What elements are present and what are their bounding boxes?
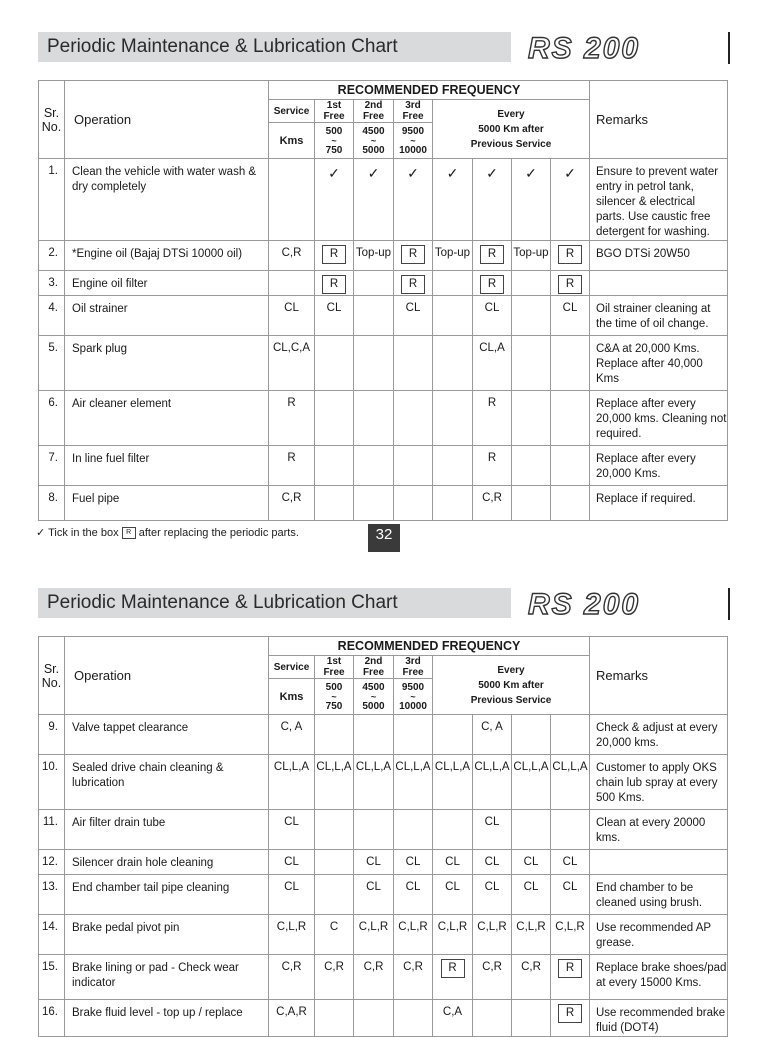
row-frequency-cell: CL <box>394 875 433 915</box>
row-frequency-cell <box>512 715 551 755</box>
table-row <box>39 336 728 391</box>
row-frequency-cell: CL <box>269 810 315 850</box>
header-service: Service <box>269 656 315 679</box>
table-row <box>39 486 728 521</box>
row-frequency-cell: C, A <box>269 715 315 755</box>
row-operation: Sealed drive chain cleaning & lubrication <box>65 755 269 810</box>
header-third-free-range: 9500 ~ 10000 <box>394 123 433 159</box>
header-first-free: 1st Free <box>315 656 354 679</box>
header-service: Service <box>269 100 315 123</box>
row-frequency-cell <box>354 446 394 486</box>
replace-box: R <box>480 275 504 294</box>
row-sr-no: 4. <box>39 296 65 336</box>
row-frequency-cell <box>354 715 394 755</box>
row-frequency-cell <box>433 159 473 241</box>
row-sr-no: 13. <box>39 875 65 915</box>
row-operation: Air cleaner element <box>65 391 269 446</box>
row-frequency-cell <box>433 486 473 521</box>
page-number: 32 <box>368 524 400 552</box>
row-frequency-cell <box>551 810 590 850</box>
tick-icon: ✓ <box>407 165 419 181</box>
row-sr-no: 14. <box>39 915 65 955</box>
row-operation: Spark plug <box>65 336 269 391</box>
row-remarks <box>590 850 728 875</box>
row-frequency-cell <box>512 810 551 850</box>
row-frequency-cell <box>394 715 433 755</box>
row-frequency-cell <box>473 271 512 296</box>
row-frequency-cell <box>354 336 394 391</box>
row-frequency-cell: CL <box>473 810 512 850</box>
row-remarks: Customer to apply OKS chain lub spray at every 500 Kms. <box>590 755 728 810</box>
svg-text:RS 200: RS 200 <box>528 32 641 65</box>
table-row <box>39 391 728 446</box>
row-remarks: Use recommended AP grease. <box>590 915 728 955</box>
row-frequency-cell: CL <box>269 296 315 336</box>
row-frequency-cell <box>551 336 590 391</box>
header-second-free-range: 4500 ~ 5000 <box>354 123 394 159</box>
row-frequency-cell <box>551 271 590 296</box>
row-frequency-cell: C,L,R <box>394 915 433 955</box>
row-frequency-cell <box>315 336 354 391</box>
replace-box: R <box>558 959 582 978</box>
table-row <box>39 810 728 850</box>
row-frequency-cell <box>512 159 551 241</box>
replace-box-icon: R <box>122 527 136 539</box>
row-frequency-cell: CL <box>433 850 473 875</box>
page-title: Periodic Maintenance & Lubrication Chart <box>38 32 511 62</box>
header-sr-no: Sr. No. <box>39 637 65 715</box>
row-operation: Brake lining or pad - Check wear indicator <box>65 955 269 1000</box>
row-frequency-cell <box>315 159 354 241</box>
row-sr-no: 7. <box>39 446 65 486</box>
row-frequency-cell <box>315 241 354 271</box>
row-frequency-cell <box>315 391 354 446</box>
row-frequency-cell: C,R <box>394 955 433 1000</box>
header-operation: Operation <box>65 637 269 715</box>
row-remarks: Ensure to prevent water entry in petrol tank, silencer & electrical parts. Use caustic free detergent for washing. <box>590 159 728 241</box>
replace-box: R <box>558 1004 582 1023</box>
row-frequency-cell <box>512 271 551 296</box>
row-frequency-cell: CL,L,A <box>394 755 433 810</box>
row-frequency-cell: Top-up <box>433 241 473 271</box>
row-frequency-cell: CL <box>512 850 551 875</box>
tick-icon: ✓ <box>486 165 498 181</box>
row-frequency-cell <box>354 1000 394 1037</box>
row-frequency-cell: CL,L,A <box>269 755 315 810</box>
replace-box: R <box>322 245 346 264</box>
row-frequency-cell: R <box>473 391 512 446</box>
row-remarks: End chamber to be cleaned using brush. <box>590 875 728 915</box>
row-frequency-cell <box>551 715 590 755</box>
row-operation: Oil strainer <box>65 296 269 336</box>
row-frequency-cell: CL,L,A <box>315 755 354 810</box>
table-body <box>39 715 728 1037</box>
row-sr-no: 6. <box>39 391 65 446</box>
row-sr-no: 1. <box>39 159 65 241</box>
row-frequency-cell: CL,L,A <box>473 755 512 810</box>
row-frequency-cell <box>433 810 473 850</box>
header-sr-no: Sr. No. <box>39 81 65 159</box>
row-frequency-cell: C,R <box>269 241 315 271</box>
row-frequency-cell <box>433 446 473 486</box>
row-operation: Brake pedal pivot pin <box>65 915 269 955</box>
row-frequency-cell: CL <box>551 850 590 875</box>
row-frequency-cell: R <box>269 391 315 446</box>
row-sr-no: 10. <box>39 755 65 810</box>
row-frequency-cell <box>315 271 354 296</box>
row-frequency-cell: C,R <box>473 486 512 521</box>
row-frequency-cell: CL <box>473 875 512 915</box>
page-title: Periodic Maintenance & Lubrication Chart <box>38 588 511 618</box>
table-row <box>39 955 728 1000</box>
row-frequency-cell: CL <box>354 875 394 915</box>
row-frequency-cell: C,L,R <box>512 915 551 955</box>
row-frequency-cell <box>551 955 590 1000</box>
tick-icon: ✓ <box>367 165 380 181</box>
row-remarks: Check & adjust at every 20,000 kms. <box>590 715 728 755</box>
row-frequency-cell: CL <box>512 875 551 915</box>
header-every: Every 5000 Km after Previous Service <box>433 656 590 715</box>
tick-icon: ✓ <box>446 165 459 181</box>
row-frequency-cell: CL <box>269 850 315 875</box>
row-operation: Silencer drain hole cleaning <box>65 850 269 875</box>
row-frequency-cell: C,L,R <box>433 915 473 955</box>
header-first-free-range: 500 ~ 750 <box>315 679 354 715</box>
header-second-free: 2nd Free <box>354 100 394 123</box>
row-frequency-cell: Top-up <box>354 241 394 271</box>
header-third-free-range: 9500 ~ 10000 <box>394 679 433 715</box>
row-frequency-cell: CL,C,A <box>269 336 315 391</box>
table-row <box>39 446 728 486</box>
row-frequency-cell <box>315 810 354 850</box>
row-frequency-cell: C,A <box>433 1000 473 1037</box>
row-frequency-cell <box>315 715 354 755</box>
row-frequency-cell <box>315 875 354 915</box>
row-remarks: C&A at 20,000 Kms. Replace after 40,000 Kms <box>590 336 728 391</box>
table-row <box>39 159 728 241</box>
row-sr-no: 2. <box>39 241 65 271</box>
row-frequency-cell <box>394 1000 433 1037</box>
row-operation: Engine oil filter <box>65 271 269 296</box>
row-sr-no: 11. <box>39 810 65 850</box>
row-frequency-cell: CL,L,A <box>512 755 551 810</box>
table-row <box>39 850 728 875</box>
rs200-logo-icon <box>520 32 732 66</box>
row-operation: Fuel pipe <box>65 486 269 521</box>
header-third-free: 3rd Free <box>394 656 433 679</box>
row-sr-no: 15. <box>39 955 65 1000</box>
table-row <box>39 241 728 271</box>
row-frequency-cell <box>512 296 551 336</box>
row-frequency-cell <box>354 486 394 521</box>
table-row <box>39 755 728 810</box>
row-frequency-cell <box>433 271 473 296</box>
row-frequency-cell: R <box>473 446 512 486</box>
row-operation: Clean the vehicle with water wash & dry completely <box>65 159 269 241</box>
header-third-free: 3rd Free <box>394 100 433 123</box>
row-frequency-cell: C,R <box>269 955 315 1000</box>
table-row <box>39 1000 728 1037</box>
replace-box: R <box>480 245 504 264</box>
row-frequency-cell <box>315 486 354 521</box>
row-frequency-cell: C,L,R <box>269 915 315 955</box>
row-frequency-cell <box>433 715 473 755</box>
row-frequency-cell <box>269 271 315 296</box>
row-sr-no: 9. <box>39 715 65 755</box>
row-remarks: Replace if required. <box>590 486 728 521</box>
row-frequency-cell <box>394 271 433 296</box>
header-second-free-range: 4500 ~ 5000 <box>354 679 394 715</box>
header-every: Every 5000 Km after Previous Service <box>433 100 590 159</box>
row-frequency-cell <box>512 336 551 391</box>
header-remarks: Remarks <box>590 81 728 159</box>
row-frequency-cell <box>354 271 394 296</box>
row-remarks <box>590 271 728 296</box>
row-frequency-cell: Top-up <box>512 241 551 271</box>
row-frequency-cell <box>315 446 354 486</box>
row-frequency-cell <box>551 1000 590 1037</box>
table-row <box>39 875 728 915</box>
row-frequency-cell <box>512 391 551 446</box>
row-operation: Air filter drain tube <box>65 810 269 850</box>
row-remarks: Oil strainer cleaning at the time of oil change. <box>590 296 728 336</box>
row-frequency-cell <box>394 446 433 486</box>
row-frequency-cell <box>315 850 354 875</box>
row-frequency-cell <box>433 336 473 391</box>
table-row <box>39 715 728 755</box>
row-frequency-cell: C,A,R <box>269 1000 315 1037</box>
row-frequency-cell: CL <box>473 296 512 336</box>
row-frequency-cell <box>551 159 590 241</box>
row-frequency-cell: CL <box>394 296 433 336</box>
table-row <box>39 296 728 336</box>
row-frequency-cell <box>473 241 512 271</box>
footnote: ✓ Tick in the box R after replacing the periodic parts. <box>36 527 299 539</box>
maintenance-table <box>38 636 728 1037</box>
row-frequency-cell: C,L,R <box>354 915 394 955</box>
header-operation: Operation <box>65 81 269 159</box>
header-first-free: 1st Free <box>315 100 354 123</box>
row-remarks: Replace after every 20,000 kms. Cleaning not required. <box>590 391 728 446</box>
row-frequency-cell <box>433 391 473 446</box>
row-frequency-cell: CL <box>551 875 590 915</box>
row-frequency-cell: CL,L,A <box>551 755 590 810</box>
header-recommended-frequency: RECOMMENDED FREQUENCY <box>269 637 590 656</box>
row-sr-no: 3. <box>39 271 65 296</box>
row-frequency-cell: C,R <box>269 486 315 521</box>
header-kms: Kms <box>269 123 315 159</box>
row-frequency-cell <box>394 159 433 241</box>
row-remarks: Use recommended brake fluid (DOT4) <box>590 1000 728 1037</box>
row-operation: *Engine oil (Bajaj DTSi 10000 oil) <box>65 241 269 271</box>
row-frequency-cell: C,R <box>512 955 551 1000</box>
row-frequency-cell <box>394 810 433 850</box>
row-frequency-cell <box>394 391 433 446</box>
row-frequency-cell <box>473 1000 512 1037</box>
row-frequency-cell: C,L,R <box>551 915 590 955</box>
row-frequency-cell <box>551 391 590 446</box>
row-frequency-cell: C, A <box>473 715 512 755</box>
tick-icon: ✓ <box>564 165 576 181</box>
row-frequency-cell <box>551 446 590 486</box>
row-operation: Valve tappet clearance <box>65 715 269 755</box>
replace-box: R <box>322 275 346 294</box>
row-remarks: Replace after every 20,000 Kms. <box>590 446 728 486</box>
row-frequency-cell: C,R <box>473 955 512 1000</box>
replace-box: R <box>401 245 425 264</box>
svg-text:RS 200: RS 200 <box>528 588 641 621</box>
row-frequency-cell <box>315 1000 354 1037</box>
row-frequency-cell: CL <box>315 296 354 336</box>
row-frequency-cell <box>354 810 394 850</box>
table-row <box>39 915 728 955</box>
row-frequency-cell: C,L,R <box>473 915 512 955</box>
row-frequency-cell: C,R <box>354 955 394 1000</box>
row-remarks: Replace brake shoes/pad at every 15000 Kms. <box>590 955 728 1000</box>
row-frequency-cell <box>354 296 394 336</box>
row-sr-no: 12. <box>39 850 65 875</box>
replace-box: R <box>558 245 582 264</box>
row-frequency-cell: CL,L,A <box>354 755 394 810</box>
header-first-free-range: 500 ~ 750 <box>315 123 354 159</box>
header-recommended-frequency: RECOMMENDED FREQUENCY <box>269 81 590 100</box>
header-remarks: Remarks <box>590 637 728 715</box>
row-frequency-cell <box>394 486 433 521</box>
row-remarks: BGO DTSi 20W50 <box>590 241 728 271</box>
row-operation: Brake fluid level - top up / replace <box>65 1000 269 1037</box>
row-frequency-cell <box>551 486 590 521</box>
row-frequency-cell: CL <box>433 875 473 915</box>
row-frequency-cell: CL <box>394 850 433 875</box>
row-sr-no: 5. <box>39 336 65 391</box>
row-frequency-cell <box>512 446 551 486</box>
row-frequency-cell <box>473 159 512 241</box>
row-frequency-cell <box>354 159 394 241</box>
row-frequency-cell <box>394 241 433 271</box>
header-second-free: 2nd Free <box>354 656 394 679</box>
row-sr-no: 16. <box>39 1000 65 1037</box>
row-sr-no: 8. <box>39 486 65 521</box>
table-row <box>39 271 728 296</box>
tick-icon: ✓ <box>328 165 340 181</box>
row-frequency-cell <box>551 241 590 271</box>
row-frequency-cell <box>354 391 394 446</box>
tick-icon: ✓ <box>525 165 537 181</box>
row-frequency-cell: C,R <box>315 955 354 1000</box>
maintenance-table <box>38 80 728 521</box>
row-frequency-cell <box>269 159 315 241</box>
row-frequency-cell: R <box>269 446 315 486</box>
row-operation: End chamber tail pipe cleaning <box>65 875 269 915</box>
row-frequency-cell <box>433 296 473 336</box>
row-frequency-cell: CL <box>354 850 394 875</box>
table-body <box>39 159 728 521</box>
row-operation: In line fuel filter <box>65 446 269 486</box>
row-frequency-cell: CL <box>551 296 590 336</box>
row-frequency-cell <box>512 486 551 521</box>
row-frequency-cell: CL,L,A <box>433 755 473 810</box>
replace-box: R <box>401 275 425 294</box>
row-frequency-cell <box>433 955 473 1000</box>
replace-box: R <box>441 959 465 978</box>
row-frequency-cell: CL,A <box>473 336 512 391</box>
row-remarks: Clean at every 20000 kms. <box>590 810 728 850</box>
replace-box: R <box>558 275 582 294</box>
row-frequency-cell <box>512 1000 551 1037</box>
row-frequency-cell: CL <box>269 875 315 915</box>
row-frequency-cell <box>394 336 433 391</box>
rs200-logo-icon <box>520 588 732 622</box>
header-kms: Kms <box>269 679 315 715</box>
row-frequency-cell: CL <box>473 850 512 875</box>
row-frequency-cell: C <box>315 915 354 955</box>
